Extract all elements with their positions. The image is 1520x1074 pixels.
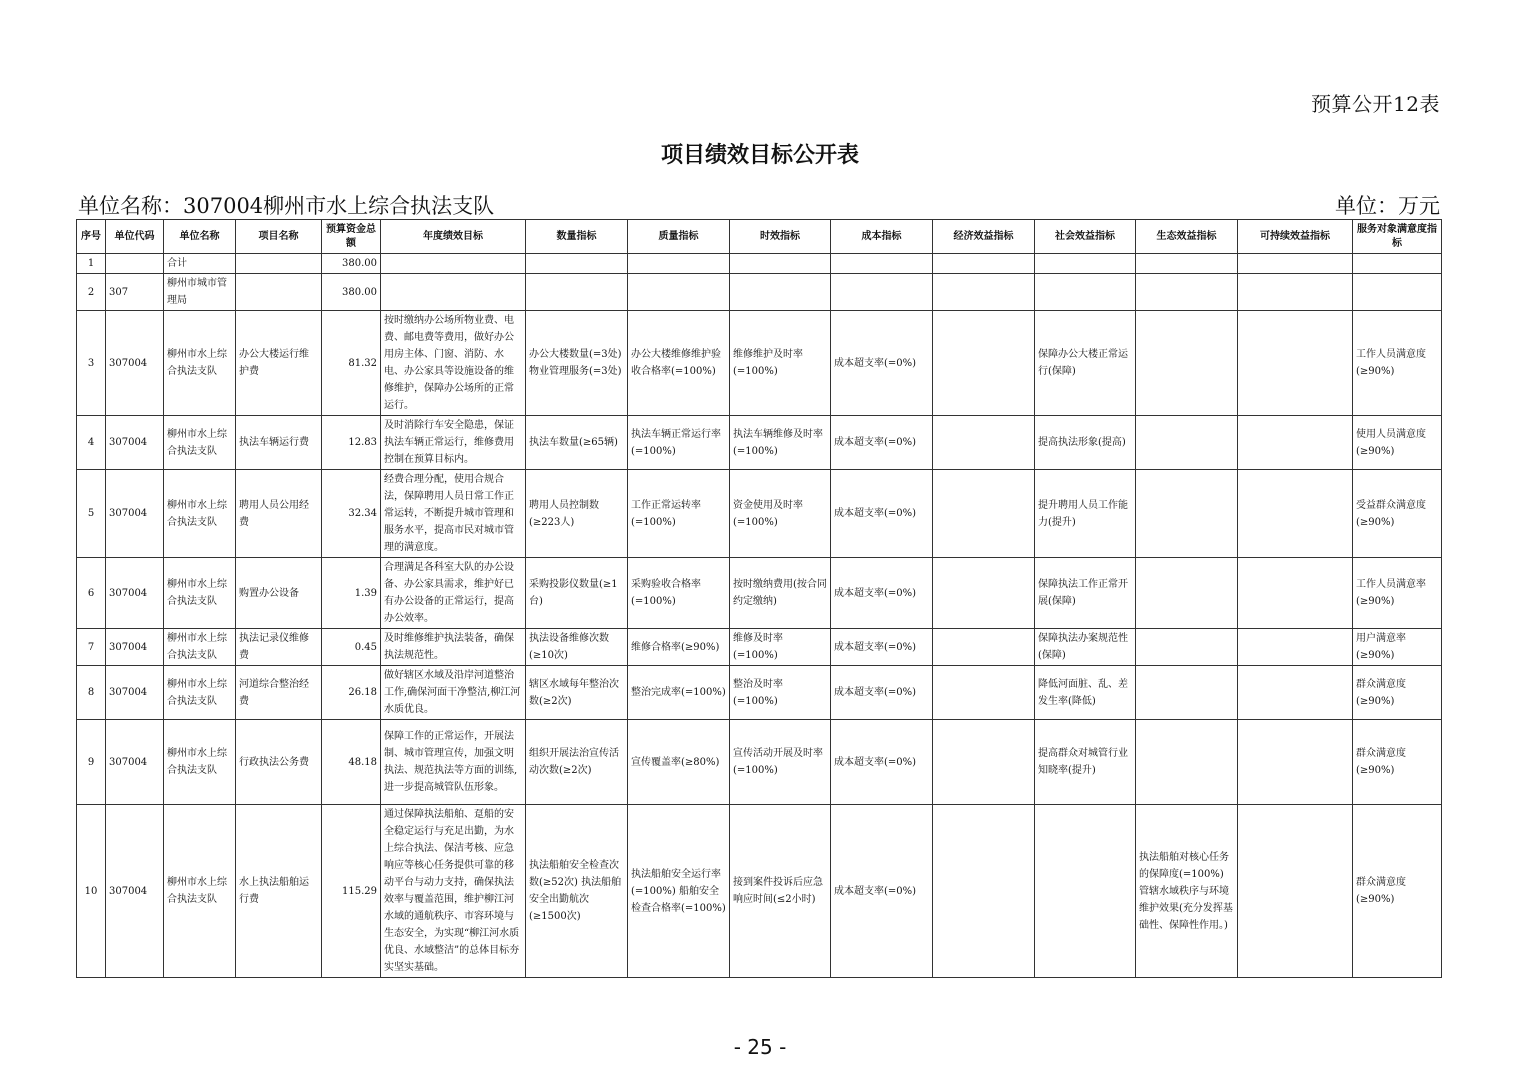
quantity-indicator (526, 254, 628, 274)
column-header: 单位代码 (106, 220, 164, 254)
annual-goal (381, 254, 526, 274)
sustainable-indicator (1238, 311, 1353, 416)
unit-name-cell: 柳州市水上综合执法支队 (164, 558, 236, 629)
table-row (77, 720, 1442, 805)
table-header-row (77, 220, 1442, 254)
quality-indicator: 执法船舶安全运行率(=100%) 船舶安全检查合格率(=100%) (628, 805, 730, 978)
economic-indicator (933, 629, 1035, 666)
budget-amount: 81.32 (322, 311, 381, 416)
cost-indicator: 成本超支率(=0%) (831, 311, 933, 416)
quantity-indicator: 采购投影仪数量(≥1台) (526, 558, 628, 629)
table-row (77, 805, 1442, 978)
quality-indicator: 整治完成率(=100%) (628, 666, 730, 720)
timeliness-indicator: 接到案件投诉后应急响应时间(≤2小时) (730, 805, 831, 978)
table-row (77, 629, 1442, 666)
economic-indicator (933, 254, 1035, 274)
economic-indicator (933, 805, 1035, 978)
project-name: 购置办公设备 (236, 558, 322, 629)
satisfaction-indicator: 群众满意度(≥90%) (1353, 805, 1442, 978)
cost-indicator: 成本超支率(=0%) (831, 416, 933, 470)
quantity-indicator (526, 274, 628, 311)
satisfaction-indicator: 用户满意率(≥90%) (1353, 629, 1442, 666)
social-indicator (1035, 274, 1136, 311)
unit-name-cell: 柳州市水上综合执法支队 (164, 666, 236, 720)
row-number: 3 (77, 311, 106, 416)
column-header: 生态效益指标 (1136, 220, 1238, 254)
social-indicator (1035, 254, 1136, 274)
unit-name-cell: 柳州市水上综合执法支队 (164, 311, 236, 416)
cost-indicator: 成本超支率(=0%) (831, 558, 933, 629)
table-row (77, 311, 1442, 416)
economic-indicator (933, 470, 1035, 558)
satisfaction-indicator: 群众满意度(≥90%) (1353, 720, 1442, 805)
budget-amount: 26.18 (322, 666, 381, 720)
form-code: 预算公开12表 (1311, 92, 1440, 116)
satisfaction-indicator: 工作人员满意度(≥90%) (1353, 311, 1442, 416)
social-indicator: 提高群众对城管行业知晓率(提升) (1035, 720, 1136, 805)
quality-indicator: 维修合格率(≥90%) (628, 629, 730, 666)
cost-indicator: 成本超支率(=0%) (831, 629, 933, 666)
social-indicator: 保障办公大楼正常运行(保障) (1035, 311, 1136, 416)
column-header: 数量指标 (526, 220, 628, 254)
quality-indicator: 采购验收合格率(=100%) (628, 558, 730, 629)
column-header: 时效指标 (730, 220, 831, 254)
column-header: 序号 (77, 220, 106, 254)
economic-indicator (933, 558, 1035, 629)
unit-name-cell: 柳州市水上综合执法支队 (164, 416, 236, 470)
economic-indicator (933, 720, 1035, 805)
quantity-indicator: 辖区水域每年整治次数(≥2次) (526, 666, 628, 720)
project-name: 水上执法船舶运行费 (236, 805, 322, 978)
social-indicator: 提升聘用人员工作能力(提升) (1035, 470, 1136, 558)
cost-indicator (831, 274, 933, 311)
quantity-indicator: 聘用人员控制数(≥223人) (526, 470, 628, 558)
quantity-indicator: 组织开展法治宣传活动次数(≥2次) (526, 720, 628, 805)
timeliness-indicator: 执法车辆维修及时率(=100%) (730, 416, 831, 470)
table-row (77, 274, 1442, 311)
quality-indicator: 办公大楼维修维护验收合格率(=100%) (628, 311, 730, 416)
annual-goal: 通过保障执法船舶、趸船的安全稳定运行与充足出勤，为水上综合执法、保洁考核、应急响应等核心任务提供可靠的移动平台与动力支持，确保执法效率与覆盖范围，维护柳江河水域的通航秩序、市容环境与生态安全，为实现“柳江河水质优良、水域整洁”的总体目标夯实坚实基础。 (381, 805, 526, 978)
row-number: 4 (77, 416, 106, 470)
column-header: 质量指标 (628, 220, 730, 254)
timeliness-indicator: 资金使用及时率(=100%) (730, 470, 831, 558)
annual-goal: 及时消除行车安全隐患，保证执法车辆正常运行，维修费用控制在预算目标内。 (381, 416, 526, 470)
annual-goal: 及时维修维护执法装备，确保执法规范性。 (381, 629, 526, 666)
annual-goal: 按时缴纳办公场所物业费、电费、邮电费等费用，做好办公用房主体、门窗、消防、水电、办公家具等设施设备的维修维护，保障办公场所的正常运行。 (381, 311, 526, 416)
budget-amount: 48.18 (322, 720, 381, 805)
ecological-indicator (1136, 254, 1238, 274)
quality-indicator: 执法车辆正常运行率(=100%) (628, 416, 730, 470)
quantity-indicator: 执法船舶安全检查次数(≥52次) 执法船舶安全出勤航次(≥1500次) (526, 805, 628, 978)
table-row (77, 254, 1442, 274)
row-number: 2 (77, 274, 106, 311)
economic-indicator (933, 274, 1035, 311)
column-header: 经济效益指标 (933, 220, 1035, 254)
row-number: 7 (77, 629, 106, 666)
unit-code: 307004 (106, 720, 164, 805)
social-indicator: 提高执法形象(提高) (1035, 416, 1136, 470)
unit-name-cell: 柳州市城市管理局 (164, 274, 236, 311)
row-number: 8 (77, 666, 106, 720)
ecological-indicator (1136, 311, 1238, 416)
table-row (77, 558, 1442, 629)
unit-code: 307004 (106, 805, 164, 978)
unit-code: 307004 (106, 311, 164, 416)
unit-code (106, 254, 164, 274)
unit-code: 307004 (106, 470, 164, 558)
unit-name-cell: 合计 (164, 254, 236, 274)
unit-name-cell: 柳州市水上综合执法支队 (164, 470, 236, 558)
economic-indicator (933, 311, 1035, 416)
budget-amount: 380.00 (322, 274, 381, 311)
project-name (236, 254, 322, 274)
quality-indicator (628, 274, 730, 311)
sustainable-indicator (1238, 805, 1353, 978)
page-title: 项目绩效目标公开表 (660, 143, 859, 168)
unit-name-cell: 柳州市水上综合执法支队 (164, 720, 236, 805)
budget-amount: 380.00 (322, 254, 381, 274)
quality-indicator: 宣传覆盖率(≥80%) (628, 720, 730, 805)
budget-amount: 0.45 (322, 629, 381, 666)
row-number: 5 (77, 470, 106, 558)
ecological-indicator (1136, 720, 1238, 805)
ecological-indicator (1136, 470, 1238, 558)
unit-code: 307004 (106, 629, 164, 666)
satisfaction-indicator: 使用人员满意度(≥90%) (1353, 416, 1442, 470)
social-indicator: 降低河面脏、乱、差发生率(降低) (1035, 666, 1136, 720)
project-name (236, 274, 322, 311)
timeliness-indicator: 宣传活动开展及时率(=100%) (730, 720, 831, 805)
sustainable-indicator (1238, 416, 1353, 470)
sustainable-indicator (1238, 558, 1353, 629)
column-header: 项目名称 (236, 220, 322, 254)
project-name: 执法车辆运行费 (236, 416, 322, 470)
sustainable-indicator (1238, 470, 1353, 558)
timeliness-indicator: 整治及时率(=100%) (730, 666, 831, 720)
row-number: 6 (77, 558, 106, 629)
sustainable-indicator (1238, 666, 1353, 720)
row-number: 9 (77, 720, 106, 805)
ecological-indicator (1136, 666, 1238, 720)
social-indicator: 保障执法工作正常开展(保障) (1035, 558, 1136, 629)
unit-name: 单位名称：307004柳州市水上综合执法支队 (78, 194, 495, 218)
satisfaction-indicator (1353, 254, 1442, 274)
cost-indicator (831, 254, 933, 274)
project-name: 聘用人员公用经费 (236, 470, 322, 558)
quantity-indicator: 执法设备维修次数(≥10次) (526, 629, 628, 666)
row-number: 1 (77, 254, 106, 274)
timeliness-indicator (730, 254, 831, 274)
ecological-indicator: 执法船舶对核心任务的保障度(=100%) 管辖水域秩序与环境维护效果(充分发挥基础性、保障性作用。) (1136, 805, 1238, 978)
quality-indicator (628, 254, 730, 274)
timeliness-indicator: 按时缴纳费用(按合同约定缴纳) (730, 558, 831, 629)
project-name: 河道综合整治经费 (236, 666, 322, 720)
quantity-indicator: 执法车数量(≥65辆) (526, 416, 628, 470)
performance-table (76, 219, 1442, 978)
table-row (77, 666, 1442, 720)
column-header: 年度绩效目标 (381, 220, 526, 254)
row-number: 10 (77, 805, 106, 978)
budget-amount: 12.83 (322, 416, 381, 470)
column-header: 成本指标 (831, 220, 933, 254)
column-header: 可持续效益指标 (1238, 220, 1353, 254)
sustainable-indicator (1238, 274, 1353, 311)
page-number: - 25 - (733, 1035, 787, 1059)
satisfaction-indicator (1353, 274, 1442, 311)
ecological-indicator (1136, 629, 1238, 666)
unit-code: 307004 (106, 416, 164, 470)
quantity-indicator: 办公大楼数量(=3处) 物业管理服务(=3处) (526, 311, 628, 416)
sustainable-indicator (1238, 629, 1353, 666)
unit-code: 307 (106, 274, 164, 311)
unit-name-cell: 柳州市水上综合执法支队 (164, 629, 236, 666)
ecological-indicator (1136, 416, 1238, 470)
cost-indicator: 成本超支率(=0%) (831, 666, 933, 720)
satisfaction-indicator: 受益群众满意度(≥90%) (1353, 470, 1442, 558)
timeliness-indicator (730, 274, 831, 311)
project-name: 行政执法公务费 (236, 720, 322, 805)
social-indicator (1035, 805, 1136, 978)
ecological-indicator (1136, 274, 1238, 311)
project-name: 办公大楼运行维护费 (236, 311, 322, 416)
quality-indicator: 工作正常运转率(=100%) (628, 470, 730, 558)
economic-indicator (933, 416, 1035, 470)
column-header: 单位名称 (164, 220, 236, 254)
table-row (77, 416, 1442, 470)
budget-amount: 32.34 (322, 470, 381, 558)
annual-goal: 做好辖区水域及沿岸河道整治工作,确保河面干净整洁,柳江河水质优良。 (381, 666, 526, 720)
economic-indicator (933, 666, 1035, 720)
timeliness-indicator: 维修维护及时率(=100%) (730, 311, 831, 416)
timeliness-indicator: 维修及时率(=100%) (730, 629, 831, 666)
annual-goal (381, 274, 526, 311)
annual-goal: 经费合理分配，使用合规合法，保障聘用人员日常工作正常运转，不断提升城市管理和服务水平，提高市民对城市管理的满意度。 (381, 470, 526, 558)
satisfaction-indicator: 群众满意度(≥90%) (1353, 666, 1442, 720)
table-row (77, 470, 1442, 558)
satisfaction-indicator: 工作人员满意率(≥90%) (1353, 558, 1442, 629)
sustainable-indicator (1238, 254, 1353, 274)
cost-indicator: 成本超支率(=0%) (831, 720, 933, 805)
column-header: 预算资金总额 (322, 220, 381, 254)
sustainable-indicator (1238, 720, 1353, 805)
budget-amount: 1.39 (322, 558, 381, 629)
column-header: 服务对象满意度指标 (1353, 220, 1442, 254)
project-name: 执法记录仪维修费 (236, 629, 322, 666)
cost-indicator: 成本超支率(=0%) (831, 470, 933, 558)
unit-measure: 单位：万元 (1335, 194, 1440, 218)
social-indicator: 保障执法办案规范性(保障) (1035, 629, 1136, 666)
unit-name-cell: 柳州市水上综合执法支队 (164, 805, 236, 978)
unit-code: 307004 (106, 666, 164, 720)
unit-code: 307004 (106, 558, 164, 629)
ecological-indicator (1136, 558, 1238, 629)
column-header: 社会效益指标 (1035, 220, 1136, 254)
annual-goal: 保障工作的正常运作，开展法制、城市管理宣传，加强文明执法、规范执法等方面的训练,进一步提高城管队伍形象。 (381, 720, 526, 805)
budget-amount: 115.29 (322, 805, 381, 978)
annual-goal: 合理满足各科室大队的办公设备、办公家具需求，维护好已有办公设备的正常运行，提高办公效率。 (381, 558, 526, 629)
cost-indicator: 成本超支率(=0%) (831, 805, 933, 978)
